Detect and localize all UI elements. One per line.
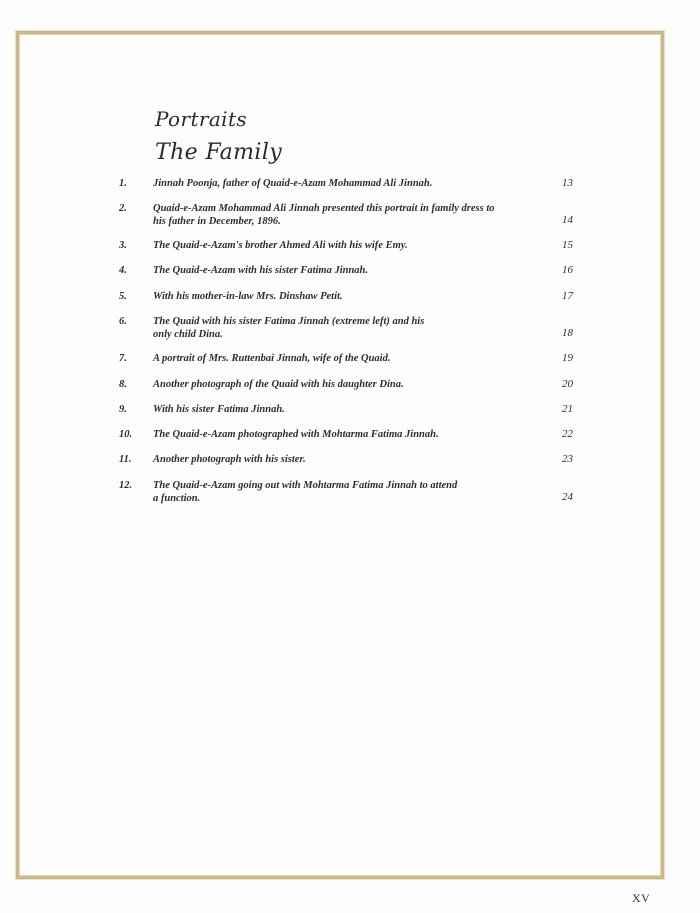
subsection-title: The Family [155, 140, 283, 165]
entry-caption: The Quaid with his sister Fatima Jinnah (extreme left) and his only child Dina. [153, 316, 425, 340]
entry-page-number: 24 [562, 491, 573, 503]
entry-caption: Jinnah Poonja, father of Quaid-e-Azam Mohammad Ali Jinnah. [153, 178, 433, 189]
entry-caption: Quaid-e-Azam Mohammad Ali Jinnah presented this portrait in family dress to his father in December, 1896. [153, 203, 495, 227]
entry-number: 12. [119, 480, 133, 491]
entry-number: 11. [119, 454, 132, 465]
entry-number: 9. [119, 404, 127, 415]
entry-page-number: 16 [562, 264, 573, 276]
entry-number: 5. [119, 291, 127, 302]
section-title: Portraits [155, 107, 248, 131]
entry-page-number: 18 [562, 327, 573, 339]
entry-caption: Another photograph with his sister. [153, 454, 306, 465]
entry-caption: With his mother-in-law Mrs. Dinshaw Petit. [153, 291, 343, 302]
entry-page-number: 15 [562, 239, 573, 251]
entry-caption: With his sister Fatima Jinnah. [153, 404, 285, 415]
entry-number: 6. [119, 316, 127, 327]
entry-number: 10. [119, 429, 133, 440]
entry-number: 1. [119, 178, 127, 189]
entry-page-number: 14 [562, 214, 573, 226]
entry-number: 2. [119, 203, 127, 214]
entry-page-number: 23 [562, 453, 573, 465]
entry-caption: The Quaid-e-Azam going out with Mohtarma Fatima Jinnah to attend a function. [153, 480, 458, 504]
entry-caption: Another photograph of the Quaid with his daughter Dina. [153, 379, 404, 390]
entry-page-number: 22 [562, 428, 573, 440]
entry-page-number: 20 [562, 378, 573, 390]
entry-caption: The Quaid-e-Azam's brother Ahmed Ali with his wife Emy. [153, 240, 408, 251]
entry-caption: A portrait of Mrs. Ruttenbai Jinnah, wife of the Quaid. [153, 353, 391, 364]
entry-number: 4. [119, 265, 127, 276]
entry-caption: The Quaid-e-Azam with his sister Fatima Jinnah. [153, 265, 369, 276]
entry-page-number: 13 [562, 177, 573, 189]
entry-number: 8. [119, 379, 127, 390]
entry-page-number: 17 [562, 290, 573, 302]
entry-page-number: 19 [562, 352, 573, 364]
entry-caption: The Quaid-e-Azam photographed with Mohtarma Fatima Jinnah. [153, 429, 439, 440]
entry-page-number: 21 [562, 403, 573, 415]
entry-number: 7. [119, 353, 127, 364]
page-folio: XV [632, 891, 651, 905]
entry-number: 3. [119, 240, 127, 251]
